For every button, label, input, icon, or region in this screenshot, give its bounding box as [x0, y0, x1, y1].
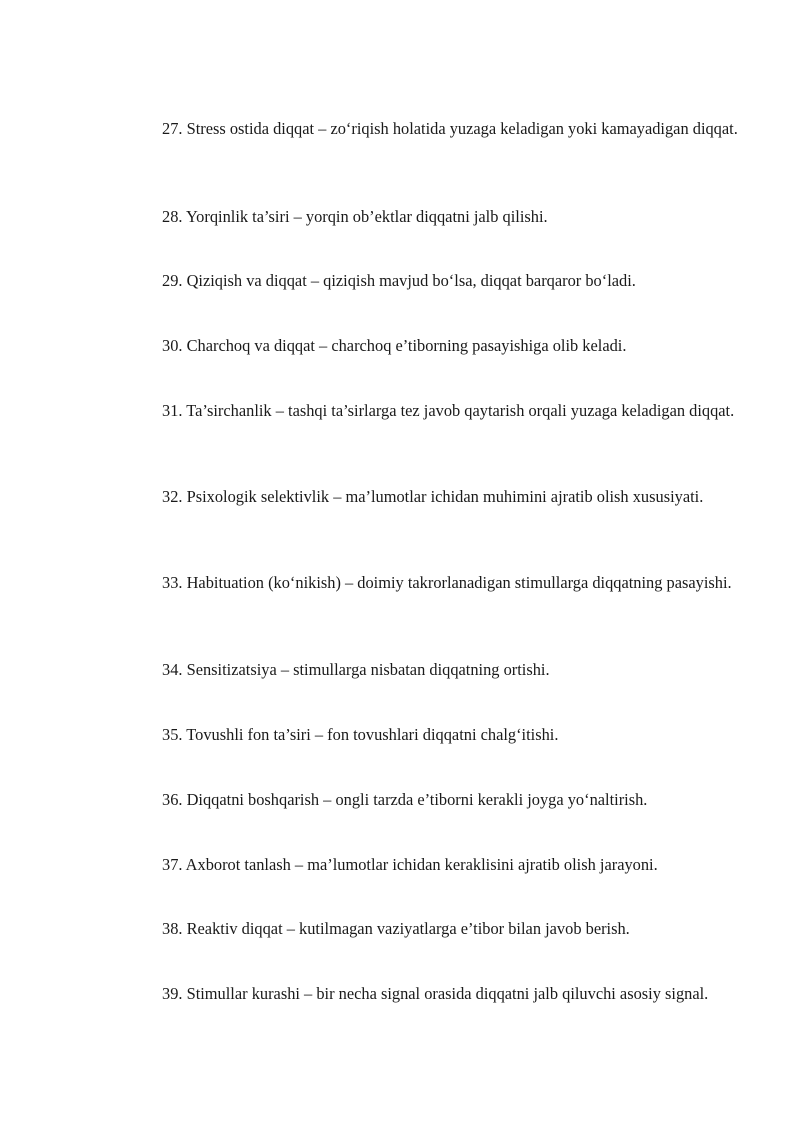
- entry-28: 28. Yorqinlik ta’siri – yorqin ob’ektlar diqqatni jalb qilishi.: [162, 207, 548, 226]
- entry-29: 29. Qiziqish va diqqat – qiziqish mavjud bo‘lsa, diqqat barqaror bo‘ladi.: [162, 271, 636, 290]
- entry-27: 27. Stress ostida diqqat – zo‘riqish holatida yuzaga keladigan yoki kamayadigan diqqat.: [162, 119, 738, 138]
- entry-32: 32. Psixologik selektivlik – ma’lumotlar ichidan muhimini ajratib olish xususiyati.: [162, 487, 704, 506]
- entry-37: 37. Axborot tanlash – ma’lumotlar ichidan keraklisini ajratib olish jarayoni.: [162, 855, 658, 874]
- entry-34: 34. Sensitizatsiya – stimullarga nisbatan diqqatning ortishi.: [162, 660, 550, 679]
- entry-38: 38. Reaktiv diqqat – kutilmagan vaziyatlarga e’tibor bilan javob berish.: [162, 919, 630, 938]
- entry-39: 39. Stimullar kurashi – bir necha signal orasida diqqatni jalb qiluvchi asosiy signal.: [162, 984, 709, 1003]
- entry-31: 31. Ta’sirchanlik – tashqi ta’sirlarga tez javob qaytarish orqali yuzaga keladigan diqqat.: [162, 401, 735, 420]
- entry-36: 36. Diqqatni boshqarish – ongli tarzda e’tiborni kerakli joyga yo‘naltirish.: [162, 790, 648, 809]
- entry-33: 33. Habituation (ko‘nikish) – doimiy takrorlanadigan stimullarga diqqatning pasayishi.: [162, 573, 732, 592]
- entry-35: 35. Tovushli fon ta’siri – fon tovushlari diqqatni chalg‘itishi.: [162, 725, 559, 744]
- entry-30: 30. Charchoq va diqqat – charchoq e’tiborning pasayishiga olib keladi.: [162, 336, 627, 355]
